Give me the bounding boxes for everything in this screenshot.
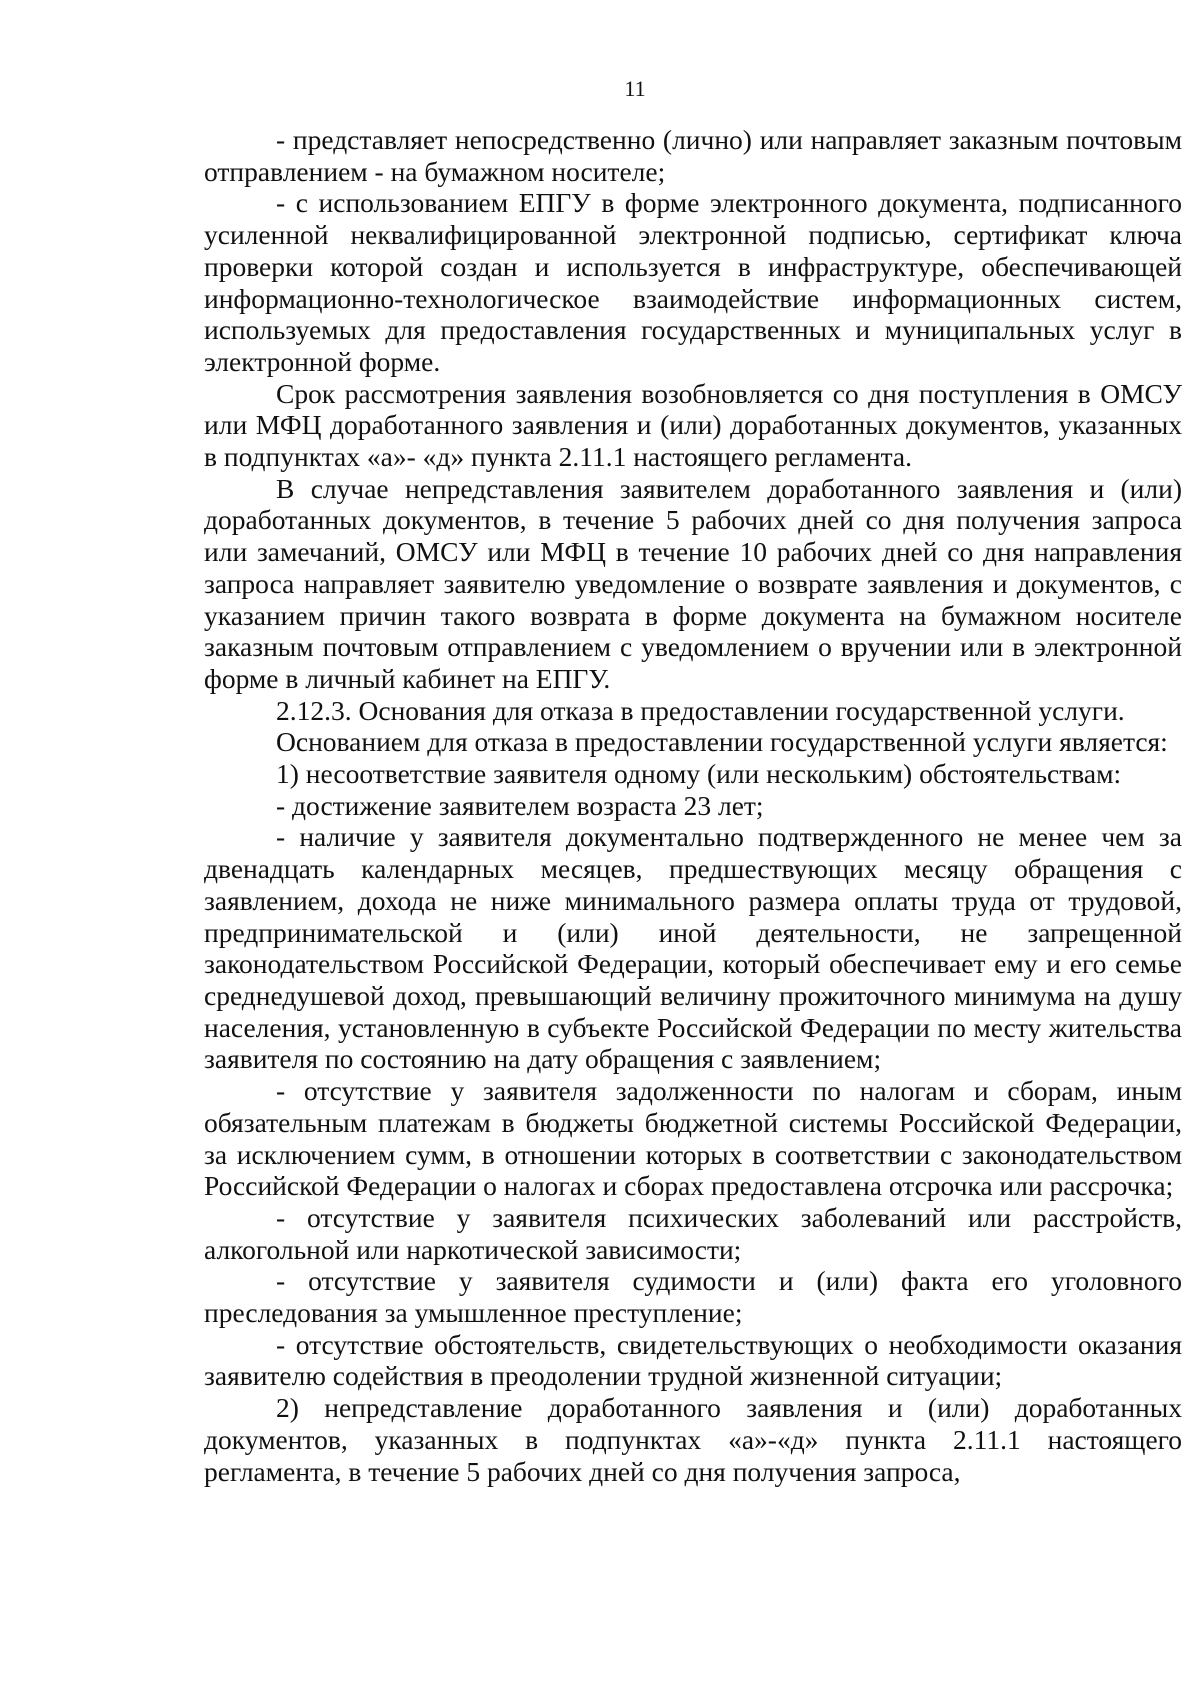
paragraph: 2) непредставление доработанного заявления и (или) доработанных документов, указанных в подпунктах «а»-«д» пункта 2.11.1 настоящего регламента, в течение 5 рабочих дней со дня получения запроса, bbox=[204, 1392, 1182, 1487]
page-number: 11 bbox=[624, 76, 646, 101]
paragraph: - отсутствие у заявителя задолженности по налогам и сборам, иным обязательным платежам в бюджеты бюджетной системы Российской Федерации, за исключением сумм, в отношении которых в соответствии с законодательством Российской Федерации о налогах и сборах предоставлена отсрочка или рассрочка; bbox=[204, 1075, 1182, 1202]
paragraph: - достижение заявителем возраста 23 лет; bbox=[276, 789, 764, 821]
paragraph: - отсутствие у заявителя судимости и (или) факта его уголовного преследования за умышленное преступление; bbox=[204, 1265, 1182, 1329]
paragraph: - представляет непосредственно (лично) или направляет заказным почтовым отправлением - на бумажном носителе; bbox=[204, 124, 1182, 187]
paragraph: 1) несоответствие заявителя одному (или нескольким) обстоятельствам: bbox=[276, 758, 1122, 790]
paragraph: 2.12.3. Основания для отказа в предоставлении государственной услуги. bbox=[276, 694, 1125, 726]
paragraph: - наличие у заявителя документально подтвержденного не менее чем за двенадцать календарных месяцев, предшествующих месяцу обращения с заявлением, дохода не ниже минимального размера оплаты труда от трудовой, предпринимательской и (или) иной деятельности, не запрещенной законодательством Российской Федерации, который обеспечивает ему и его семье среднедушевой доход, превышающий величину прожиточного минимума на душу населения, установленную в субъекте Российской Федерации по месту жительства заявителя по состоянию на дату обращения с заявлением; bbox=[204, 821, 1182, 1075]
paragraph: В случае непредставления заявителем доработанного заявления и (или) доработанных документов, в течение 5 рабочих дней со дня получения запроса или замечаний, ОМСУ или МФЦ в течение 10 рабочих дней со дня направления запроса направляет заявителю уведомление о возврате заявления и документов, с указанием причин такого возврата в форме документа на бумажном носителе заказным почтовым отправлением с уведомлением о вручении или в электронной форме в личный кабинет на ЕПГУ. bbox=[204, 472, 1182, 694]
paragraph: Срок рассмотрения заявления возобновляется со дня поступления в ОМСУ или МФЦ доработанного заявления и (или) доработанных документов, указанных в подпунктах «а»- «д» пункта 2.11.1 настоящего регламента. bbox=[204, 377, 1182, 473]
paragraph: - отсутствие обстоятельств, свидетельствующих о необходимости оказания заявителю содействия в преодолении трудной жизненной ситуации; bbox=[204, 1328, 1182, 1392]
paragraph: - с использованием ЕПГУ в форме электронного документа, подписанного усиленной неквалифицированной электронной подписью, сертификат ключа проверки которой создан и используется в инфраструктуре, обеспечивающей информационно-технологическое взаимодействие информационных систем, используемых для предоставления государственных и муниципальных услуг в электронной форме. bbox=[204, 187, 1182, 377]
paragraph: Основанием для отказа в предоставлении государственной услуги является: bbox=[276, 726, 1168, 758]
paragraph: - отсутствие у заявителя психических заболеваний или расстройств, алкогольной или наркотической зависимости; bbox=[204, 1201, 1182, 1265]
document-body bbox=[204, 124, 1182, 1487]
